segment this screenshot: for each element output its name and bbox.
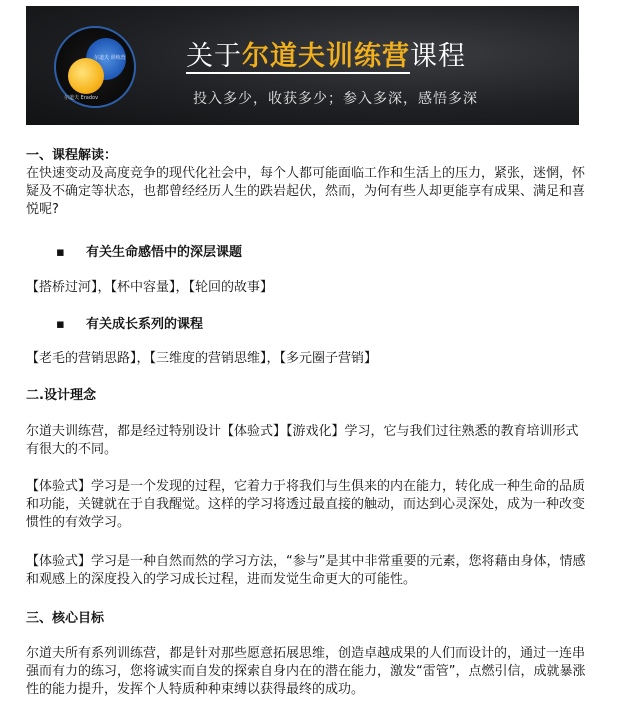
bullet-icon: [56, 316, 66, 322]
banner-title-prefix: 关于: [186, 41, 242, 72]
section-3-body: 尔道夫所有系列训练营，都是针对那些愿意拓展思维，创造卓越成果的人们而设计的，通过一连串强而有力的练习，您将诚实而自发的探索自身内在的潜在能力，激发“雷管”，点燃引信，成就暴涨性的能力提升，发挥个人特质种种束缚以获得最终的成功。: [26, 646, 586, 697]
section-1-heading: 一、课程解读：: [26, 148, 118, 163]
section-1-body: 在快速变动及高度竞争的现代化社会中，每个人都可能面临工作和生活上的压力，紧张，迷惘，怀疑及不确定等状态，也都曾经经历人生的跌岩起伏，然而，为何有些人却更能享有成果、满足和喜悦呢?: [26, 166, 586, 217]
camp-logo: [54, 26, 136, 108]
section-3-heading: 三、核心目标: [26, 611, 105, 626]
logo-text-bottom: 尔道夫 Eradov: [64, 95, 99, 101]
bullet-1-title: 有关生命感悟中的深层课题: [86, 245, 243, 260]
banner-title: [186, 34, 466, 73]
section-2-paragraph-3: 【体验式】学习是一种自然而然的学习方法，“参与”是其中非常重要的元素，您将藉由身体，情感和观感上的深度投入的学习成长过程，进而发觉生命更大的可能性。: [26, 554, 586, 587]
section-2-heading: 二.设计理念: [26, 388, 96, 403]
bullet-1-items: 【搭桥过河】，【杯中容量】，【轮回的故事】: [26, 280, 274, 295]
section-2-paragraph-1: 尔道夫训练营，都是经过特别设计【体验式】【游戏化】学习，它与我们过往熟悉的教育培训形式有很大的不同。: [26, 424, 579, 457]
bullet-icon: [56, 244, 66, 250]
banner-title-highlight: 尔道夫训练营: [242, 41, 410, 72]
banner-title-suffix: 课程: [410, 41, 466, 72]
bullet-2-items: 【老毛的营销思路】，【三维度的营销思维】，【多元圈子营销】: [26, 351, 378, 366]
section-2-paragraph-2: 【体验式】学习是一个发现的过程，它着力于将我们与生俱来的内在能力，转化成一种生命的品质和功能，关键就在于自我醒觉。这样的学习将透过最直接的触动，而达到心灵深处，成为一种改变惯性的有效学习。: [26, 479, 586, 530]
logo-sun-shape: [68, 58, 104, 94]
logo-text-top: 尔道夫 训练营: [94, 55, 126, 61]
bullet-2-title: 有关成长系列的课程: [86, 317, 204, 332]
banner-subtitle: 投入多少，收获多少；参入多深，感悟多深: [193, 91, 478, 107]
header-banner: [26, 6, 579, 125]
